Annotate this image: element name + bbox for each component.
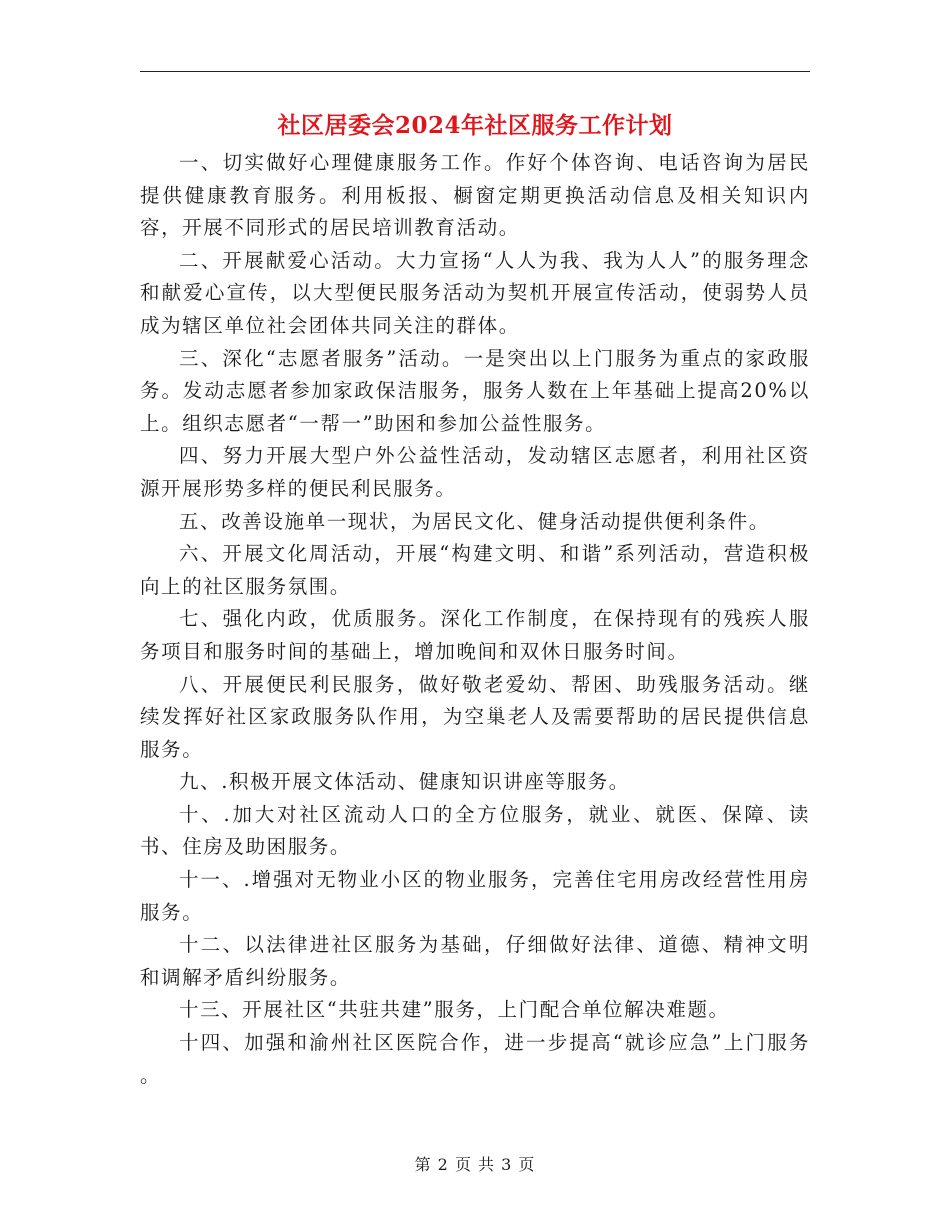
paragraph-1: 一、切实做好心理健康服务工作。作好个体咨询、电话咨询为居民提供健康教育服务。利用板报、橱窗定期更换活动信息及相关知识内容，开展不同形式的居民培训教育活动。 bbox=[140, 151, 810, 240]
document-title: 社区居委会2024年社区服务工作计划 bbox=[277, 112, 673, 139]
paragraph-13: 十三、开展社区“共驻共建”服务，上门配合单位解决难题。 bbox=[179, 998, 730, 1022]
page-number-footer: 第 2 页 共 3 页 bbox=[414, 1155, 536, 1174]
paragraph-14: 十四、加强和渝州社区医院合作，进一步提高“就诊应急”上门服务 。 bbox=[140, 1031, 810, 1087]
paragraph-5: 五、改善设施单一现状，为居民文化、健身活动提供便利条件。 bbox=[179, 509, 770, 533]
document-body bbox=[140, 147, 810, 1092]
paragraph-8: 八、开展便民利民服务，做好敬老爱幼、帮困、助残服务活动。继续发挥好社区家政服务队作用，为空巢老人及需要帮助的居民提供信息服务。 bbox=[140, 672, 810, 761]
paragraph-3: 三、深化“志愿者服务”活动。一是突出以上门服务为重点的家政服务。发动志愿者参加家政保洁服务，服务人数在上年基础上提高20%以上。组织志愿者“一帮一”助困和参加公益性服务。 bbox=[140, 346, 810, 435]
paragraph-10: 十、.加大对社区流动人口的全方位服务，就业、就医、保障、读书、住房及助困服务。 bbox=[140, 802, 810, 859]
paragraph-11: 十一、.增强对无物业小区的物业服务，完善住宅用房改经营性用房服务。 bbox=[140, 868, 810, 924]
paragraph-9: 九、.积极开展文体活动、健康知识讲座等服务。 bbox=[179, 770, 630, 794]
paragraph-2: 二、开展献爱心活动。大力宣扬“人人为我、我为人人”的服务理念和献爱心宣传，以大型便民服务活动为契机开展宣传活动，使弱势人员成为辖区单位社会团体共同关注的群体。 bbox=[140, 248, 810, 337]
paragraph-12: 十二、以法律进社区服务为基础，仔细做好法律、道德、精神文明和调解矛盾纠纷服务。 bbox=[140, 933, 810, 989]
paragraph-6: 六、开展文化周活动，开展“构建文明、和谐”系列活动，营造积极向上的社区服务氛围。 bbox=[140, 542, 810, 598]
paragraph-4: 四、努力开展大型户外公益性活动，发动辖区志愿者，利用社区资源开展形势多样的便民利民服务。 bbox=[140, 444, 810, 500]
header-rule bbox=[140, 71, 810, 72]
paragraph-7: 七、强化内政，优质服务。深化工作制度，在保持现有的残疾人服务项目和服务时间的基础上，增加晚间和双休日服务时间。 bbox=[140, 607, 810, 663]
